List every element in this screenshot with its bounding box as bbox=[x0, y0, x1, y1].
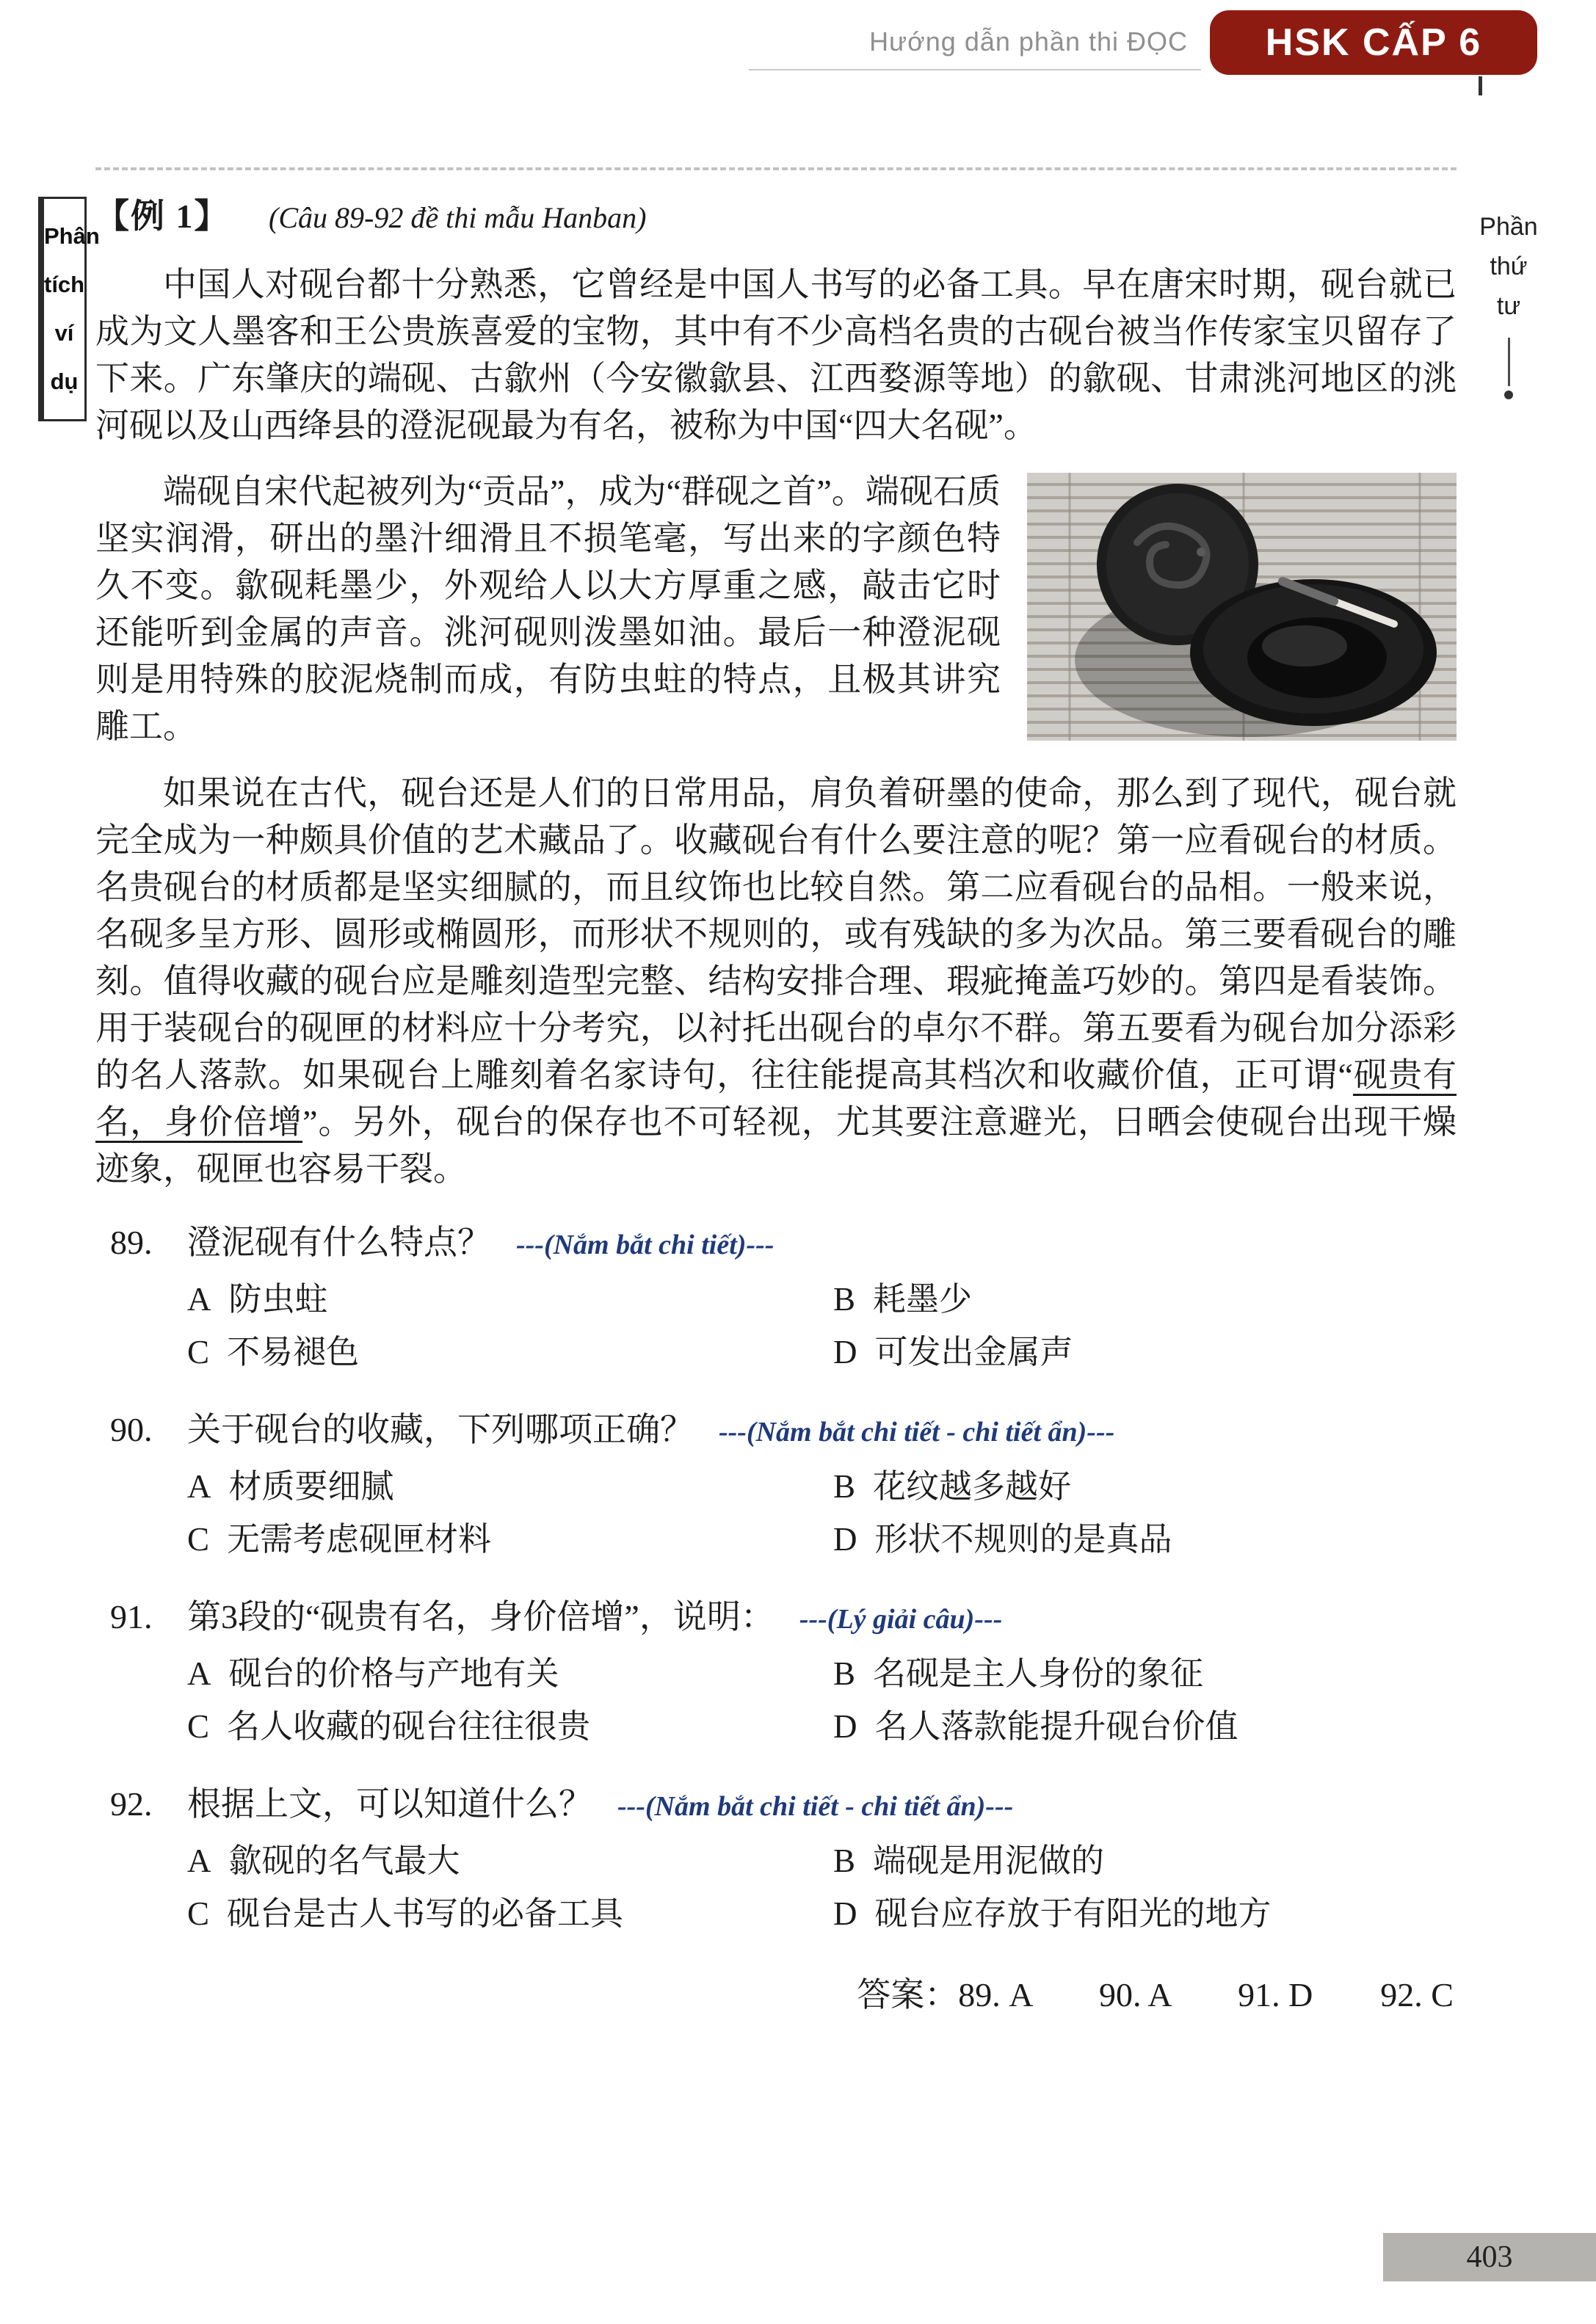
passage-paragraph-2-block bbox=[95, 468, 1457, 751]
question-stem: 第3段的“砚贵有名，身价倍增”，说明： bbox=[187, 1598, 775, 1635]
option-text: 名砚是主人身份的象征 bbox=[873, 1655, 1204, 1692]
sidebar-section-label bbox=[38, 197, 100, 421]
right-margin-line-2: thứ bbox=[1490, 253, 1528, 280]
question-number: 89. bbox=[110, 1224, 153, 1261]
sidebar-label-line-3: ví bbox=[54, 320, 74, 346]
right-margin-label bbox=[1457, 207, 1560, 399]
option-text: 花纹越多越好 bbox=[873, 1468, 1072, 1505]
option-b bbox=[833, 1277, 1457, 1321]
sidebar-label-line-1: Phân bbox=[44, 223, 100, 249]
option-a bbox=[187, 1277, 833, 1321]
option-label: A bbox=[187, 1468, 211, 1505]
question-stem: 澄泥砚有什么特点？ bbox=[187, 1224, 491, 1261]
option-a bbox=[187, 1839, 833, 1883]
option-text: 名人收藏的砚台往往很贵 bbox=[227, 1708, 591, 1745]
option-text: 端砚是用泥做的 bbox=[873, 1842, 1105, 1879]
option-label: C bbox=[187, 1895, 210, 1932]
question-89-options bbox=[95, 1277, 1457, 1374]
right-margin-divider-dot bbox=[1504, 391, 1513, 399]
option-label: C bbox=[187, 1708, 210, 1745]
option-label: D bbox=[833, 1708, 857, 1745]
header-subtitle bbox=[749, 26, 1201, 70]
sidebar-label-line-2: tích bbox=[44, 272, 85, 297]
option-label: B bbox=[833, 1281, 856, 1318]
paragraph-3-text-after: ”。另外，砚台的保存也不可轻视，尤其要注意避光，日晒会使砚台出现干燥迹象，砚匣也容易干裂。 bbox=[95, 1103, 1457, 1188]
question-stem: 关于砚台的收藏，下列哪项正确？ bbox=[187, 1411, 694, 1448]
option-a bbox=[187, 1652, 833, 1696]
option-label: D bbox=[833, 1334, 857, 1370]
option-c bbox=[187, 1892, 833, 1936]
option-text: 可发出金属声 bbox=[874, 1334, 1073, 1370]
option-text: 耗墨少 bbox=[873, 1281, 973, 1318]
dashed-separator bbox=[95, 167, 1457, 170]
question-hint: ---(Nắm bắt chi tiết - chi tiết ẩn)--- bbox=[617, 1791, 1014, 1822]
question-92 bbox=[95, 1781, 1457, 1936]
question-number: 91. bbox=[110, 1598, 153, 1635]
option-c bbox=[187, 1330, 833, 1374]
inkstone-photo bbox=[1027, 473, 1457, 741]
option-d bbox=[833, 1704, 1457, 1749]
question-91-options bbox=[95, 1652, 1457, 1749]
question-hint: ---(Lý giải câu)--- bbox=[799, 1604, 1003, 1635]
option-text: 砚台应存放于有阳光的地方 bbox=[874, 1895, 1272, 1932]
option-d bbox=[833, 1517, 1457, 1561]
question-number: 90. bbox=[110, 1411, 153, 1448]
option-text: 无需考虑砚匣材料 bbox=[227, 1521, 492, 1558]
question-number: 92. bbox=[110, 1785, 153, 1823]
inkstone-photo-graphic bbox=[1027, 473, 1457, 741]
option-a bbox=[187, 1464, 833, 1508]
option-label: D bbox=[833, 1521, 857, 1558]
option-text: 歙砚的名气最大 bbox=[228, 1842, 460, 1879]
header-subtitle-text: Hướng dẫn phần thi ĐỌC bbox=[869, 26, 1188, 57]
question-hint: ---(Nắm bắt chi tiết - chi tiết ẩn)--- bbox=[719, 1417, 1115, 1448]
question-90-head bbox=[95, 1406, 1457, 1456]
page-number-box bbox=[1383, 2233, 1596, 2281]
answer-key bbox=[95, 1968, 1457, 2016]
paragraph-3-text-before: 如果说在古代，砚台还是人们的日常用品，肩负着研墨的使命，那么到了现代，砚台就完全成为一种颇具价值的艺术藏品了。收藏砚台有什么要注意的呢？第一应看砚台的材质。名贵砚台的材质都是坚实细腻的，而且纹饰也比较自然。第二应看砚台的品相。一般来说，名砚多呈方形、圆形或椭圆形，而形状不规则的，或有残缺的多为次品。第三要看砚台的雕刻。值得收藏的砚台应是雕刻造型完整、结构安排合理、瑕疵掩盖巧妙的。第四是看装饰。用于装砚台的砚匣的材料应十分考究，以衬托出砚台的卓尔不群。第五要看为砚台加分添彩的名人落款。如果砚台上雕刻着名家诗句，往往能提高其档次和收藏价值，正可谓“ bbox=[95, 774, 1457, 1094]
question-90-options bbox=[95, 1464, 1457, 1561]
option-b bbox=[833, 1464, 1457, 1508]
passage-paragraph-2: 端砚自宋代起被列为“贡品”，成为“群砚之首”。端砚石质坚实润滑，研出的墨汁细滑且不损笔毫，写出来的字颜色特久不变。歙砚耗墨少，外观给人以大方厚重之感，敲击它时还能听到金属的声音。洮河砚则泼墨如油。最后一种澄泥砚则是用特殊的胶泥烧制而成，有防虫蛀的特点，且极其讲究雕工。 bbox=[95, 473, 1001, 745]
right-margin-divider-line bbox=[1508, 338, 1510, 386]
badge-tick-mark bbox=[1479, 76, 1482, 95]
questions-section bbox=[95, 1219, 1457, 1936]
question-89 bbox=[95, 1219, 1457, 1374]
question-91 bbox=[95, 1594, 1457, 1749]
option-label: C bbox=[187, 1334, 210, 1370]
right-margin-line-3: tư bbox=[1496, 292, 1521, 320]
passage-paragraph-3 bbox=[95, 770, 1457, 1193]
question-92-options bbox=[95, 1839, 1457, 1936]
option-b bbox=[833, 1652, 1457, 1696]
option-label: A bbox=[187, 1281, 211, 1318]
option-text: 砚台的价格与产地有关 bbox=[228, 1655, 559, 1692]
example-row bbox=[95, 192, 1457, 242]
option-text: 不易褪色 bbox=[227, 1334, 360, 1370]
sidebar-label-line-4: dụ bbox=[50, 368, 79, 394]
option-c bbox=[187, 1704, 833, 1749]
question-hint: ---(Nắm bắt chi tiết)--- bbox=[516, 1230, 775, 1260]
option-d bbox=[833, 1330, 1457, 1374]
option-label: B bbox=[833, 1842, 856, 1879]
question-92-head bbox=[95, 1781, 1457, 1830]
option-label: A bbox=[187, 1842, 211, 1879]
option-label: B bbox=[833, 1468, 856, 1505]
option-d bbox=[833, 1892, 1457, 1936]
option-c bbox=[187, 1517, 833, 1561]
option-label: A bbox=[187, 1655, 211, 1692]
content bbox=[95, 192, 1457, 2016]
question-stem: 根据上文，可以知道什么？ bbox=[187, 1785, 592, 1823]
page-number: 403 bbox=[1466, 2240, 1513, 2274]
header-badge: HSK CẤP 6 bbox=[1210, 10, 1537, 75]
underlined-phrase: 砚贵有名，身价倍增 bbox=[95, 1056, 1457, 1141]
option-b bbox=[833, 1839, 1457, 1883]
option-label: B bbox=[833, 1655, 856, 1692]
passage-paragraph-1: 中国人对砚台都十分熟悉，它曾经是中国人书写的必备工具。早在唐宋时期，砚台就已成为文人墨客和王公贵族喜爱的宝物，其中有不少高档名贵的古砚台被当作传家宝贝留存了下来。广东肇庆的端砚、古歙州（今安徽歙县、江西婺源等地）的歙砚、甘肃洮河地区的洮河砚以及山西绛县的澄泥砚最为有名，被称为中国“四大名砚”。 bbox=[95, 266, 1457, 444]
question-90 bbox=[95, 1406, 1457, 1561]
answer-key-text: 答案：89. A 90. A 91. D 92. C bbox=[857, 1976, 1454, 2013]
option-text: 材质要细腻 bbox=[228, 1468, 394, 1505]
question-89-head bbox=[95, 1219, 1457, 1268]
example-tag: 【例 1】 bbox=[95, 197, 230, 235]
option-text: 砚台是古人书写的必备工具 bbox=[227, 1895, 624, 1932]
question-91-head bbox=[95, 1594, 1457, 1643]
option-text: 名人落款能提升砚台价值 bbox=[874, 1708, 1238, 1745]
example-note: (Câu 89-92 đề thi mẫu Hanban) bbox=[269, 201, 647, 234]
option-label: D bbox=[833, 1895, 857, 1932]
right-margin-line-1: Phần bbox=[1479, 213, 1538, 241]
option-text: 防虫蛀 bbox=[228, 1281, 328, 1318]
option-label: C bbox=[187, 1521, 210, 1558]
option-text: 形状不规则的是真品 bbox=[874, 1521, 1172, 1558]
